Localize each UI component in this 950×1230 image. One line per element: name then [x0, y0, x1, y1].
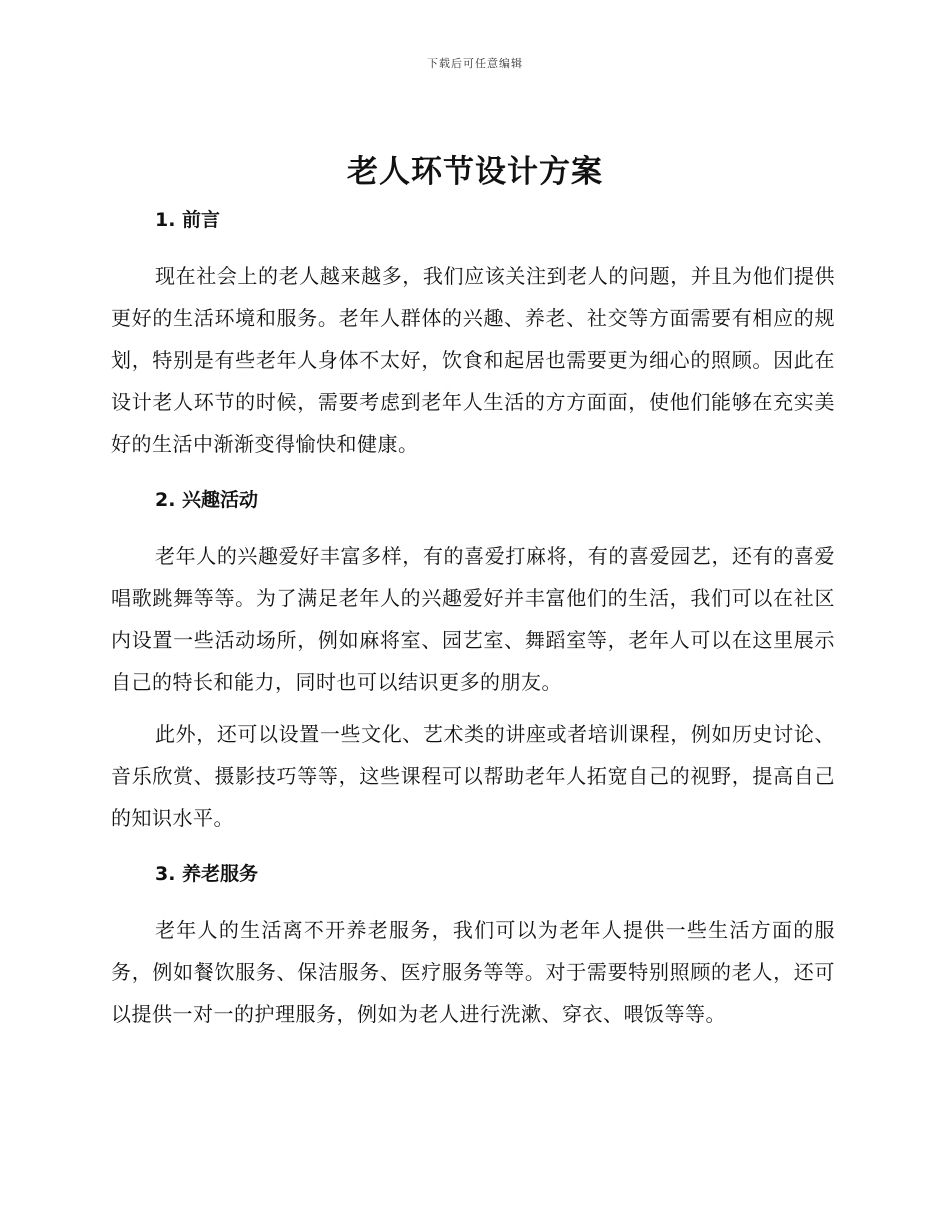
- paragraph: 老年人的兴趣爱好丰富多样，有的喜爱打麻将，有的喜爱园艺，还有的喜爱唱歌跳舞等等。为了满足老年人的兴趣爱好并丰富他们的生活，我们可以在社区内设置一些活动场所，例如麻将室、园艺室、舞蹈室等，老年人可以在这里展示自己的特长和能力，同时也可以结识更多的朋友。: [111, 544, 835, 694]
- paragraph: 现在社会上的老人越来越多，我们应该关注到老人的问题，并且为他们提供更好的生活环境和服务。老年人群体的兴趣、养老、社交等方面需要有相应的规划，特别是有些老年人身体不太好，饮食和起居也需要更为细心的照顾。因此在设计老人环节的时候，需要考虑到老年人生活的方方面面，使他们能够在充实美好的生活中渐渐变得愉快和健康。: [111, 264, 835, 456]
- section-heading-preface: 1. 前言: [155, 209, 221, 231]
- document-title: 老人环节设计方案: [347, 154, 603, 190]
- paragraph: 此外，还可以设置一些文化、艺术类的讲座或者培训课程，例如历史讨论、音乐欣赏、摄影技巧等等，这些课程可以帮助老年人拓宽自己的视野，提高自己的知识水平。: [111, 722, 835, 830]
- paragraph: 老年人的生活离不开养老服务，我们可以为老年人提供一些生活方面的服务，例如餐饮服务、保洁服务、医疗服务等等。对于需要特别照顾的老人，还可以提供一对一的护理服务，例如为老人进行洗漱、穿衣、喂饭等等。: [111, 918, 835, 1026]
- section-heading-elderly-care-services: 3. 养老服务: [155, 863, 259, 885]
- header-note: 下载后可任意编辑: [427, 57, 523, 70]
- section-heading-interest-activities: 2. 兴趣活动: [155, 489, 259, 511]
- document-body: [111, 205, 835, 1035]
